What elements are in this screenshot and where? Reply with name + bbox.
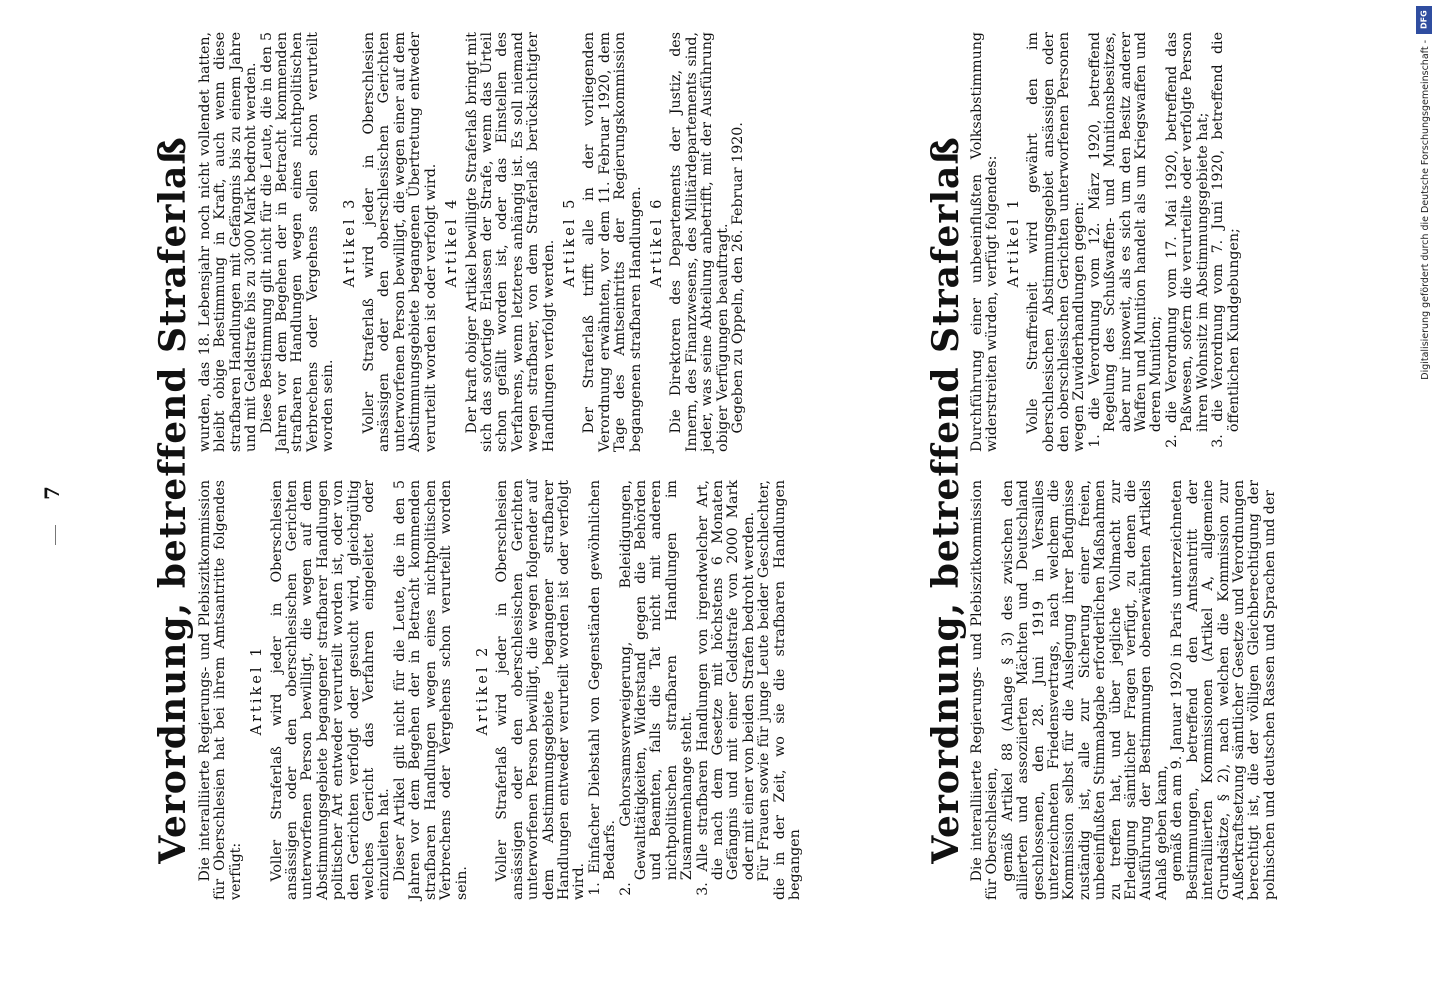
paragraph: Voller Straferlaß wird jeder in Oberschlesien ansässigen oder den oberschlesischen Gerichten unterworfenen Person bewilligt, die wegen auf dem Abstimmungsgebiete begangener strafbarer Handlungen politischer Art entweder verurteilt worden ist, oder von den Gerichten verfolgt oder gesucht wird, gleichgültig welches Gericht das Verfahren eingeleitet oder einzuleiten hat. [268, 480, 393, 900]
section-1-left-column [198, 480, 803, 900]
paragraph: gemäß den am 9. Januar 1920 in Paris unterzeichneten Bestimmungen, betreffend den Amtsantritt der interalliierten Kommissionen (Artikel A, allgemeine Grundsätze, § 2), nach welchen die Kommission zur Außerkraftsetzung sämtlicher Gesetze und Verordnungen berechtigt ist, die der völligen Gleichberechtigung der polnischen und deutschen Rassen und Sprachen und der [1169, 480, 1278, 900]
section-2-right-column [970, 32, 1242, 452]
article-heading: Artikel 4 [444, 196, 461, 288]
article-heading: Artikel 5 [561, 196, 578, 288]
digitization-credit-text: Digitalisierung gefördert durch die Deutsche Forschungsgemeinschaft - [1420, 40, 1431, 380]
section-1-title: Verordnung, betreffend Straferlaß [152, 136, 194, 864]
page-number: 7 [40, 486, 64, 500]
list-item: 3. die Verordnung vom 7. Juni 1920, betreffend die öffentlichen Kundgebungen; [1210, 32, 1242, 448]
side-credit-strip [1404, 0, 1434, 1000]
paragraph: Durchführung einer unbeeinflußten Volksabstimmung widerstreiten würden, verfügt folgendes: [969, 32, 1001, 452]
section-2-title: Verordnung, betreffend Straferlaß [925, 136, 967, 864]
article-heading: Artikel 3 [341, 196, 358, 288]
list-item: 2. Gehorsamsverweigerung, Beleidigungen, Gewalttätigkeiten, Widerstand gegen die Behörden und Beamten, falls die Tat nicht mit anderen nichtpolitischen strafbaren Handlungen im Zusammenhange steht. [617, 479, 696, 896]
paragraph: Voller Straferlaß wird jeder in Oberschlesien ansässigen oder den oberschlesischen Gerichten unterworfenen Person bewilligt, die wegen folgender auf dem Abstimmungsgebiete begangener strafbarer Handlungen entweder verurteilt worden ist oder verfolgt wird. [494, 480, 588, 900]
dfg-logo-badge: DFG [1416, 6, 1432, 34]
article-heading: Artikel 6 [648, 196, 665, 288]
paragraph: Der Straferlaß trifft alle in der vorliegenden Verordnung erwähnten, vor dem 11. Februar 1920, dem Tage des Amtseintritts der Regierungskommission begangenen strafbaren Handlungen. [581, 32, 644, 452]
section-2-left-column [970, 480, 1278, 900]
list-item: 1. Einfacher Diebstahl von Gegenständen gewöhnlichen Bedarfs. [586, 480, 619, 896]
paragraph: Der kraft obiger Artikel bewilligte Straferlaß bringt mit sich das sofortige Erlassen der Strafe, wenn das Urteil schon gefällt worden ist, oder das Einstellen des Verfahrens, wenn letzteres anhängig ist. Es soll niemand wegen strafbarer, von dem Straferlaß berücksichtigter Handlungen verfolgt werden. [463, 32, 557, 452]
dateline: Gegeben zu Oppeln, den 26. Februar 1920. [730, 122, 746, 434]
article-heading: Artikel 1 [1005, 196, 1022, 288]
intro-paragraph: Die interalliierte Regierungs- und Plebiszitkommission für Oberschlesien hat bei ihrem Amtsantritte folgendes verfügt: [197, 480, 244, 900]
page-mark [55, 525, 56, 545]
list-item: 3. Alle strafbaren Handlungen von irgendwelcher Art, die nach dem Gesetze mit höchstens 6 Monaten Gefängnis und mit einer Geldstrafe von 2000 Mark oder mit einer von beiden Strafen bedroht werden. [694, 480, 757, 896]
paragraph: Diese Bestimmung gilt nicht für die Leute, die in den 5 Jahren vor dem Begehen der in Betracht kommenden strafbaren Handlungen wegen eines nichtpolitischen Verbrechens oder Vergehens sollen schon verurteilt worden sein. [258, 32, 337, 452]
paragraph: Voller Straferlaß wird jeder in Oberschlesien ansässigen oder den oberschlesischen Gerichten unterworfenen Person bewilligt, die wegen einer auf dem Abstimmungsgebiete begangenen Übertretung entweder verurteilt worden ist oder verfolgt wird. [361, 32, 439, 452]
paragraph: gemäß Artikel 88 (Anlage § 3) des zwischen den alliierten und assoziierten Mächten und Deutschland geschlossenen, den 28. Juni 1919 in Versailles unterzeichneten Friedensvertrags, nach welchem die Kommission selbst für die Auslegung ihrer Befugnisse zuständig ist, alle zur Sicherung einer freien, unbeeinflußten Stimmabgabe erforderlichen Maßnahmen zu treffen hat, und über jegliche Vollmacht zur Erledigung sämtlicher Fragen verfügt, zu denen die Ausführung der Bestimmungen obenerwähnten Artikels Anlaß geben kann, [999, 480, 1170, 900]
paragraph: Die Direktoren des Departements der Justiz, des Innern, des Finanzwesens, des Militärdepartements sind, jeder, was seine Abteilung anbetrifft, mit der Ausführung obiger Verfügungen beauftragt. [668, 32, 731, 452]
paragraph: wurden, das 18. Lebensjahr noch nicht vollendet hatten, bleibt obige Bestimmung in Kraft, auch wenn diese strafbaren Handlungen mit Gefängnis bis zu einem Jahre und mit Geldstrafe bis zu 3000 Mark bedroht werden. [197, 32, 260, 452]
paragraph: Dieser Artikel gilt nicht für die Leute, die in den 5 Jahren vor dem Begehen der in Betracht kommenden strafbaren Handlungen wegen eines nichtpolitischen Verbrechens oder Vergehens schon verurteilt worden sein. [391, 480, 470, 900]
paragraph: Volle Straffreiheit wird gewährt den im oberschlesischen Abstimmungsgebiet ansässigen oder den oberschlesischen Gerichten unterworfenen Personen wegen Zuwiderhandlungen gegen: [1025, 32, 1088, 452]
article-heading: Artikel 1 [249, 644, 266, 736]
paragraph: Für Frauen sowie für junge Leute beider Geschlechter, die in der Zeit, wo sie die strafbaren Handlungen begangen [756, 480, 804, 900]
list-item: 1. die Verordnung vom 12. März 1920, betreffend Regelung des Schußwaffen- und Munitionsbesitzes, aber nur insoweit, als es sich um den Besitz anderer Waffen und Munition handelt als um Kriegswaffen und deren Munition; [1086, 32, 1165, 448]
section-1-right-column [198, 32, 746, 452]
article-heading: Artikel 2 [474, 644, 491, 736]
list-item: 2. die Verordnung vom 17. Mai 1920, betreffend das Paßwesen, sofern die verurteilte oder verfolgte Person ihren Wohnsitz im Abstimmungsgebiete hat; [1163, 32, 1211, 448]
intro-paragraph: Die interalliierte Regierungs- und Plebiszitkommission für Oberschlesien, [969, 480, 1001, 900]
